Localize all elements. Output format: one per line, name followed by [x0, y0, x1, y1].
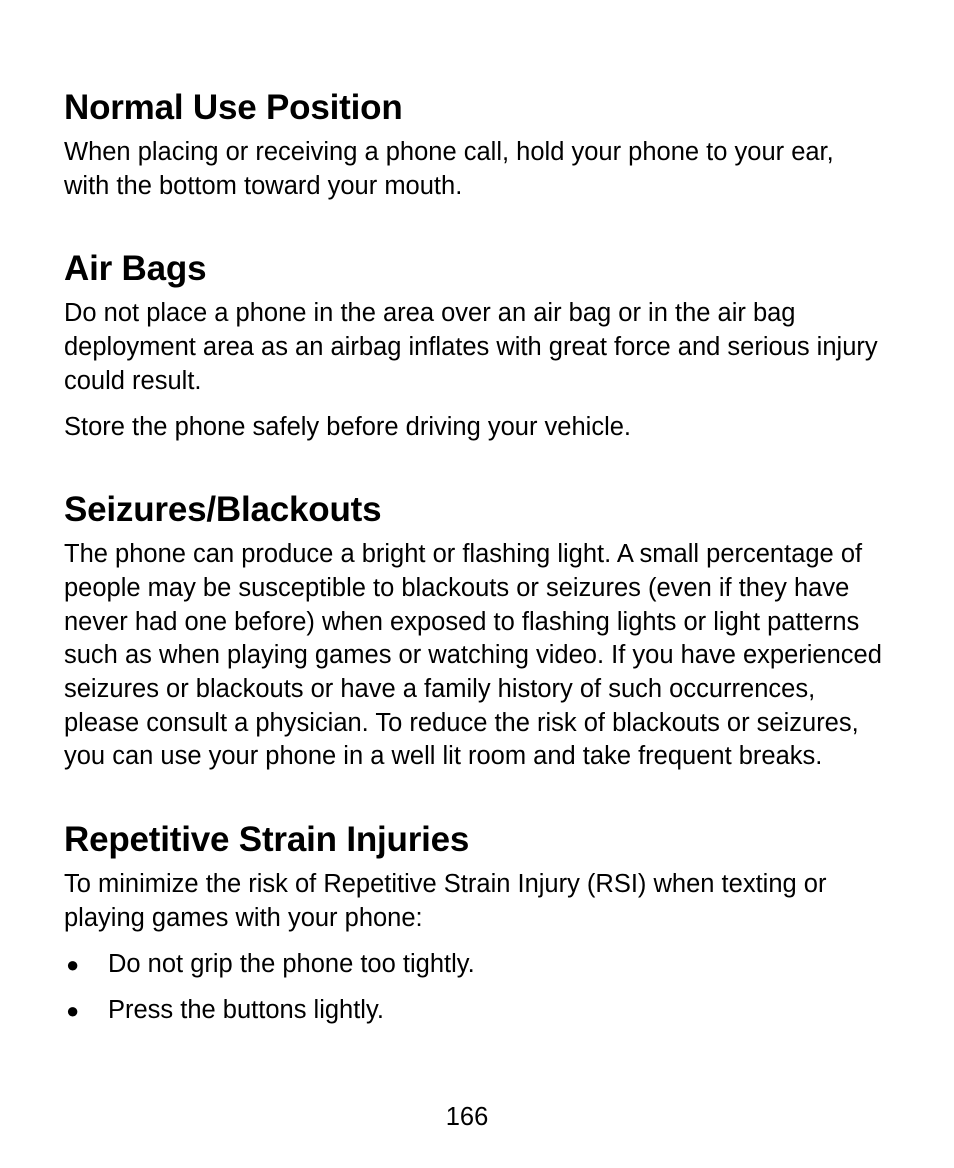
section-heading: Air Bags: [64, 249, 207, 289]
section-normal-use-position: [64, 86, 884, 203]
section-paragraph: Store the phone safely before driving your vehicle.: [64, 412, 632, 441]
page-number: 166: [445, 1103, 489, 1131]
list-item: [64, 994, 884, 1028]
section-air-bags: [64, 247, 884, 444]
section-paragraph: Do not place a phone in the area over an air bag or in the air bag deployment area as an airbag inflates with great force and serious injury could result.: [64, 299, 878, 395]
section-paragraph: When placing or receiving a phone call, hold your phone to your ear, with the bottom toward your mouth.: [64, 138, 834, 200]
list-item: [64, 948, 884, 982]
list-item-text: Press the buttons lightly.: [108, 996, 384, 1025]
section-seizures-blackouts: [64, 488, 884, 774]
section-heading: Normal Use Position: [64, 88, 403, 127]
section-paragraph: To minimize the risk of Repetitive Strain Injury (RSI) when texting or playing games with your phone:: [64, 870, 827, 932]
list-item-text: Do not grip the phone too tightly.: [108, 949, 475, 978]
bullet-list: [64, 948, 884, 1028]
document-page: [64, 86, 884, 1041]
bullet-icon: ●: [66, 951, 80, 977]
bullet-icon: ●: [66, 998, 80, 1024]
section-repetitive-strain-injuries: [64, 818, 884, 1028]
section-heading: Seizures/Blackouts: [64, 490, 382, 530]
section-heading: Repetitive Strain Injuries: [64, 820, 470, 860]
section-paragraph: The phone can produce a bright or flashing light. A small percentage of people may be susceptible to blackouts or seizures (even if they have never had one before) when exposed to flashing lights or light patterns such as when playing games or watching video. If you have experienced seizures or blackouts or have a family history of such occurrences, please consult a physician. To reduce the risk of blackouts or seizures, you can use your phone in a well lit room and take frequent breaks.: [64, 540, 882, 771]
